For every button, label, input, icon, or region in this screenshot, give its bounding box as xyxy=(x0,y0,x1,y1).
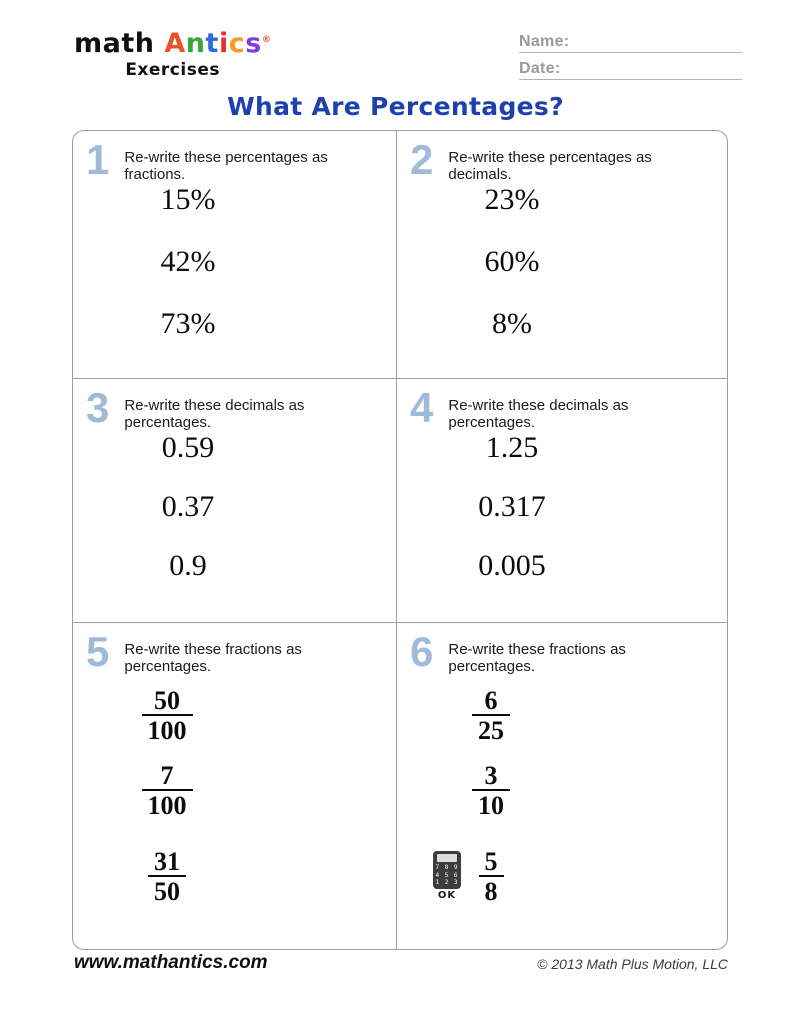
date-label: Date: xyxy=(519,60,561,77)
copyright-text: © 2013 Math Plus Motion, LLC xyxy=(537,956,728,972)
fraction-denominator: 100 xyxy=(142,714,193,744)
value-item: 8% xyxy=(492,307,532,340)
exercise-values xyxy=(97,687,237,906)
calculator-ok-label: OK xyxy=(437,890,457,901)
exercise-box-2 xyxy=(397,131,727,379)
value-item: 0.005 xyxy=(478,549,546,582)
fraction-denominator: 100 xyxy=(142,789,193,819)
name-label: Name: xyxy=(519,33,570,50)
fraction-item xyxy=(148,848,186,906)
page-title: What Are Percentages? xyxy=(227,92,564,121)
exercise-grid xyxy=(72,130,728,950)
exercise-number: 4 xyxy=(410,384,434,431)
exercise-number: 6 xyxy=(410,628,434,675)
fraction-denominator: 50 xyxy=(148,875,186,905)
value-item: 0.59 xyxy=(161,431,215,464)
logo-subtitle: Exercises xyxy=(125,60,220,80)
exercise-values xyxy=(113,183,263,340)
fraction-item xyxy=(479,848,504,906)
exercise-values xyxy=(113,431,263,582)
exercise-box-1 xyxy=(73,131,397,379)
exercise-box-5 xyxy=(73,623,397,949)
exercise-box-4 xyxy=(397,379,727,623)
logo-wordmark xyxy=(74,30,271,57)
fraction-item xyxy=(142,687,193,745)
logo-word-math: math xyxy=(74,28,155,59)
value-item: 0.317 xyxy=(478,490,546,523)
fraction-numerator: 6 xyxy=(484,686,498,715)
fraction-item xyxy=(472,687,510,745)
fraction-numerator: 50 xyxy=(154,686,180,715)
exercise-instruction: Re-write these decimals as percentages. xyxy=(124,397,305,431)
exercise-instruction: Re-write these percentages as fractions. xyxy=(124,149,328,183)
calculator-screen xyxy=(437,854,457,862)
exercise-number: 1 xyxy=(86,136,110,183)
fraction-numerator: 5 xyxy=(484,847,498,877)
exercise-instruction: Re-write these fractions as percentages. xyxy=(448,641,626,675)
trademark-symbol: ® xyxy=(261,35,272,45)
exercise-instruction: Re-write these decimals as percentages. xyxy=(448,397,629,431)
fraction-numerator: 7 xyxy=(160,760,174,790)
value-item: 73% xyxy=(160,307,216,340)
date-field-line[interactable] xyxy=(519,60,742,80)
fraction-numerator: 3 xyxy=(484,760,498,790)
exercise-values xyxy=(437,183,587,340)
calculator-body xyxy=(433,851,461,889)
value-item: 1.25 xyxy=(485,431,539,464)
value-item: 42% xyxy=(160,245,216,278)
calculator-icon xyxy=(430,851,464,901)
exercise-number: 5 xyxy=(86,628,110,675)
fraction-denominator: 8 xyxy=(479,875,504,905)
exercise-number: 3 xyxy=(86,384,110,431)
value-item: 23% xyxy=(484,183,540,216)
exercise-values xyxy=(437,431,587,582)
value-item: 0.9 xyxy=(169,549,207,582)
fraction-item xyxy=(472,762,510,820)
fraction-numerator: 31 xyxy=(154,847,180,877)
fraction-denominator: 10 xyxy=(472,789,510,819)
value-item: 0.37 xyxy=(161,490,215,523)
value-item: 60% xyxy=(484,245,540,278)
calculator-keys-row: 4 5 6 xyxy=(435,871,459,879)
fraction-item xyxy=(142,762,193,820)
value-item: 15% xyxy=(160,183,216,216)
name-field-line[interactable] xyxy=(519,33,742,53)
calculator-keys-row: 7 8 9 xyxy=(435,864,459,871)
math-antics-logo xyxy=(74,30,271,80)
exercise-box-3 xyxy=(73,379,397,623)
exercise-instruction: Re-write these percentages as decimals. xyxy=(448,149,652,183)
fraction-denominator: 25 xyxy=(472,714,510,744)
calculator-keys-row: 1 2 3 xyxy=(435,879,459,886)
logo-word-antics: Antics xyxy=(164,28,262,59)
exercise-number: 2 xyxy=(410,136,434,183)
exercise-instruction: Re-write these fractions as percentages. xyxy=(124,641,302,675)
website-link[interactable]: www.mathantics.com xyxy=(74,952,268,973)
exercise-box-6 xyxy=(397,623,727,949)
